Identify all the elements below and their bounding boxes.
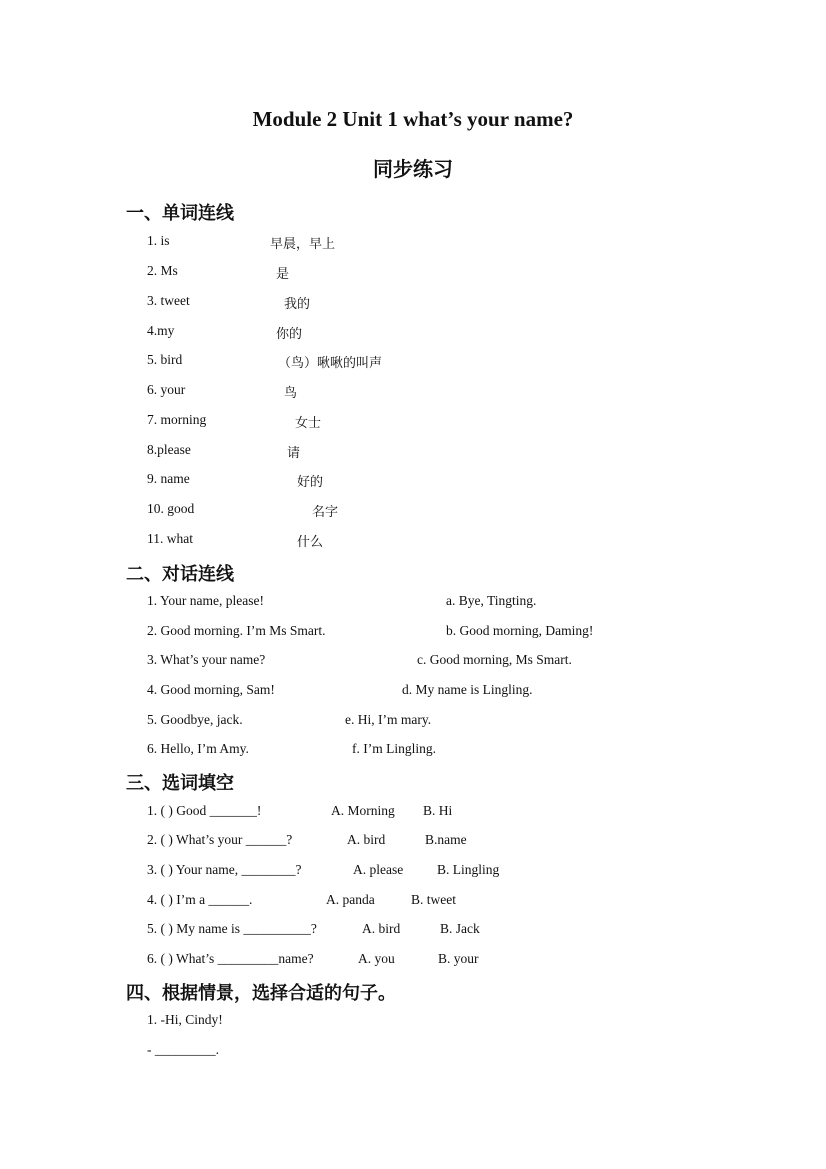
- page-subtitle: 同步练习: [373, 157, 453, 181]
- s1-left-3: 3. tweet: [147, 293, 190, 308]
- s2-right-5: e. Hi, I’m mary.: [345, 712, 432, 727]
- s1-right-9: 好的: [297, 475, 324, 490]
- s1-right-7: 女士: [295, 416, 322, 431]
- s3-option-a-6: A. you: [358, 951, 395, 966]
- section2-heading: 二、对话连线: [126, 564, 234, 585]
- s1-right-1: 早晨，早上: [270, 237, 336, 252]
- s1-left-8: 8.please: [147, 442, 191, 457]
- s1-right-2: 是: [276, 267, 290, 282]
- s2-right-1: a. Bye, Tingting.: [446, 593, 537, 608]
- s3-question-3: 3. ( ) Your name, ________?: [147, 862, 302, 877]
- s1-right-11: 什么: [297, 535, 324, 550]
- s1-left-10: 10. good: [147, 501, 195, 516]
- s3-option-a-2: A. bird: [347, 832, 386, 847]
- s3-question-1: 1. ( ) Good _______!: [147, 803, 262, 818]
- s1-right-6: 鸟: [284, 386, 298, 401]
- s2-right-2: b. Good morning, Daming!: [446, 623, 594, 638]
- s1-left-7: 7. morning: [147, 412, 207, 427]
- s1-left-11: 11. what: [147, 531, 193, 546]
- s1-left-2: 2. Ms: [147, 263, 178, 278]
- s2-left-2: 2. Good morning. I’m Ms Smart.: [147, 623, 326, 638]
- section3-heading: 三、选词填空: [126, 773, 234, 794]
- s1-left-4: 4.my: [147, 323, 175, 338]
- s3-option-b-4: B. tweet: [411, 892, 456, 907]
- s3-option-b-3: B. Lingling: [437, 862, 500, 877]
- s3-option-a-1: A. Morning: [331, 803, 395, 818]
- s1-left-6: 6. your: [147, 382, 186, 397]
- s1-right-5: （鸟）啾啾的叫声: [278, 356, 383, 371]
- s4-line-1: 1. -Hi, Cindy!: [147, 1012, 223, 1027]
- s3-option-b-1: B. Hi: [423, 803, 453, 818]
- s3-option-a-4: A. panda: [326, 892, 375, 907]
- s2-left-5: 5. Goodbye, jack.: [147, 712, 243, 727]
- s1-left-9: 9. name: [147, 471, 190, 486]
- s2-right-4: d. My name is Lingling.: [402, 682, 533, 697]
- s3-option-b-2: B.name: [425, 832, 467, 847]
- s3-option-a-3: A. please: [353, 862, 404, 877]
- s3-option-b-6: B. your: [438, 951, 479, 966]
- section1-heading: 一、单词连线: [126, 203, 234, 224]
- s2-left-3: 3. What’s your name?: [147, 652, 266, 667]
- page-title: Module 2 Unit 1 what’s your name?: [252, 107, 574, 131]
- s1-right-10: 名字: [312, 505, 339, 520]
- s2-left-4: 4. Good morning, Sam!: [147, 682, 275, 697]
- s4-line-2: - _________.: [147, 1042, 219, 1057]
- s2-left-6: 6. Hello, I’m Amy.: [147, 741, 249, 756]
- section4-heading: 四、根据情景，选择合适的句子。: [126, 983, 396, 1004]
- s1-right-3: 我的: [284, 297, 311, 312]
- s3-question-2: 2. ( ) What’s your ______?: [147, 832, 293, 847]
- s3-question-4: 4. ( ) I’m a ______.: [147, 892, 253, 907]
- s1-left-5: 5. bird: [147, 352, 183, 367]
- s3-question-6: 6. ( ) What’s _________name?: [147, 951, 314, 966]
- s3-option-b-5: B. Jack: [440, 921, 480, 936]
- s2-right-3: c. Good morning, Ms Smart.: [417, 652, 572, 667]
- s1-right-8: 请: [287, 446, 301, 461]
- s2-left-1: 1. Your name, please!: [147, 593, 264, 608]
- s3-option-a-5: A. bird: [362, 921, 401, 936]
- s1-left-1: 1. is: [147, 233, 170, 248]
- s3-question-5: 5. ( ) My name is __________?: [147, 921, 317, 936]
- s1-right-4: 你的: [276, 327, 303, 342]
- s2-right-6: f. I’m Lingling.: [352, 741, 436, 756]
